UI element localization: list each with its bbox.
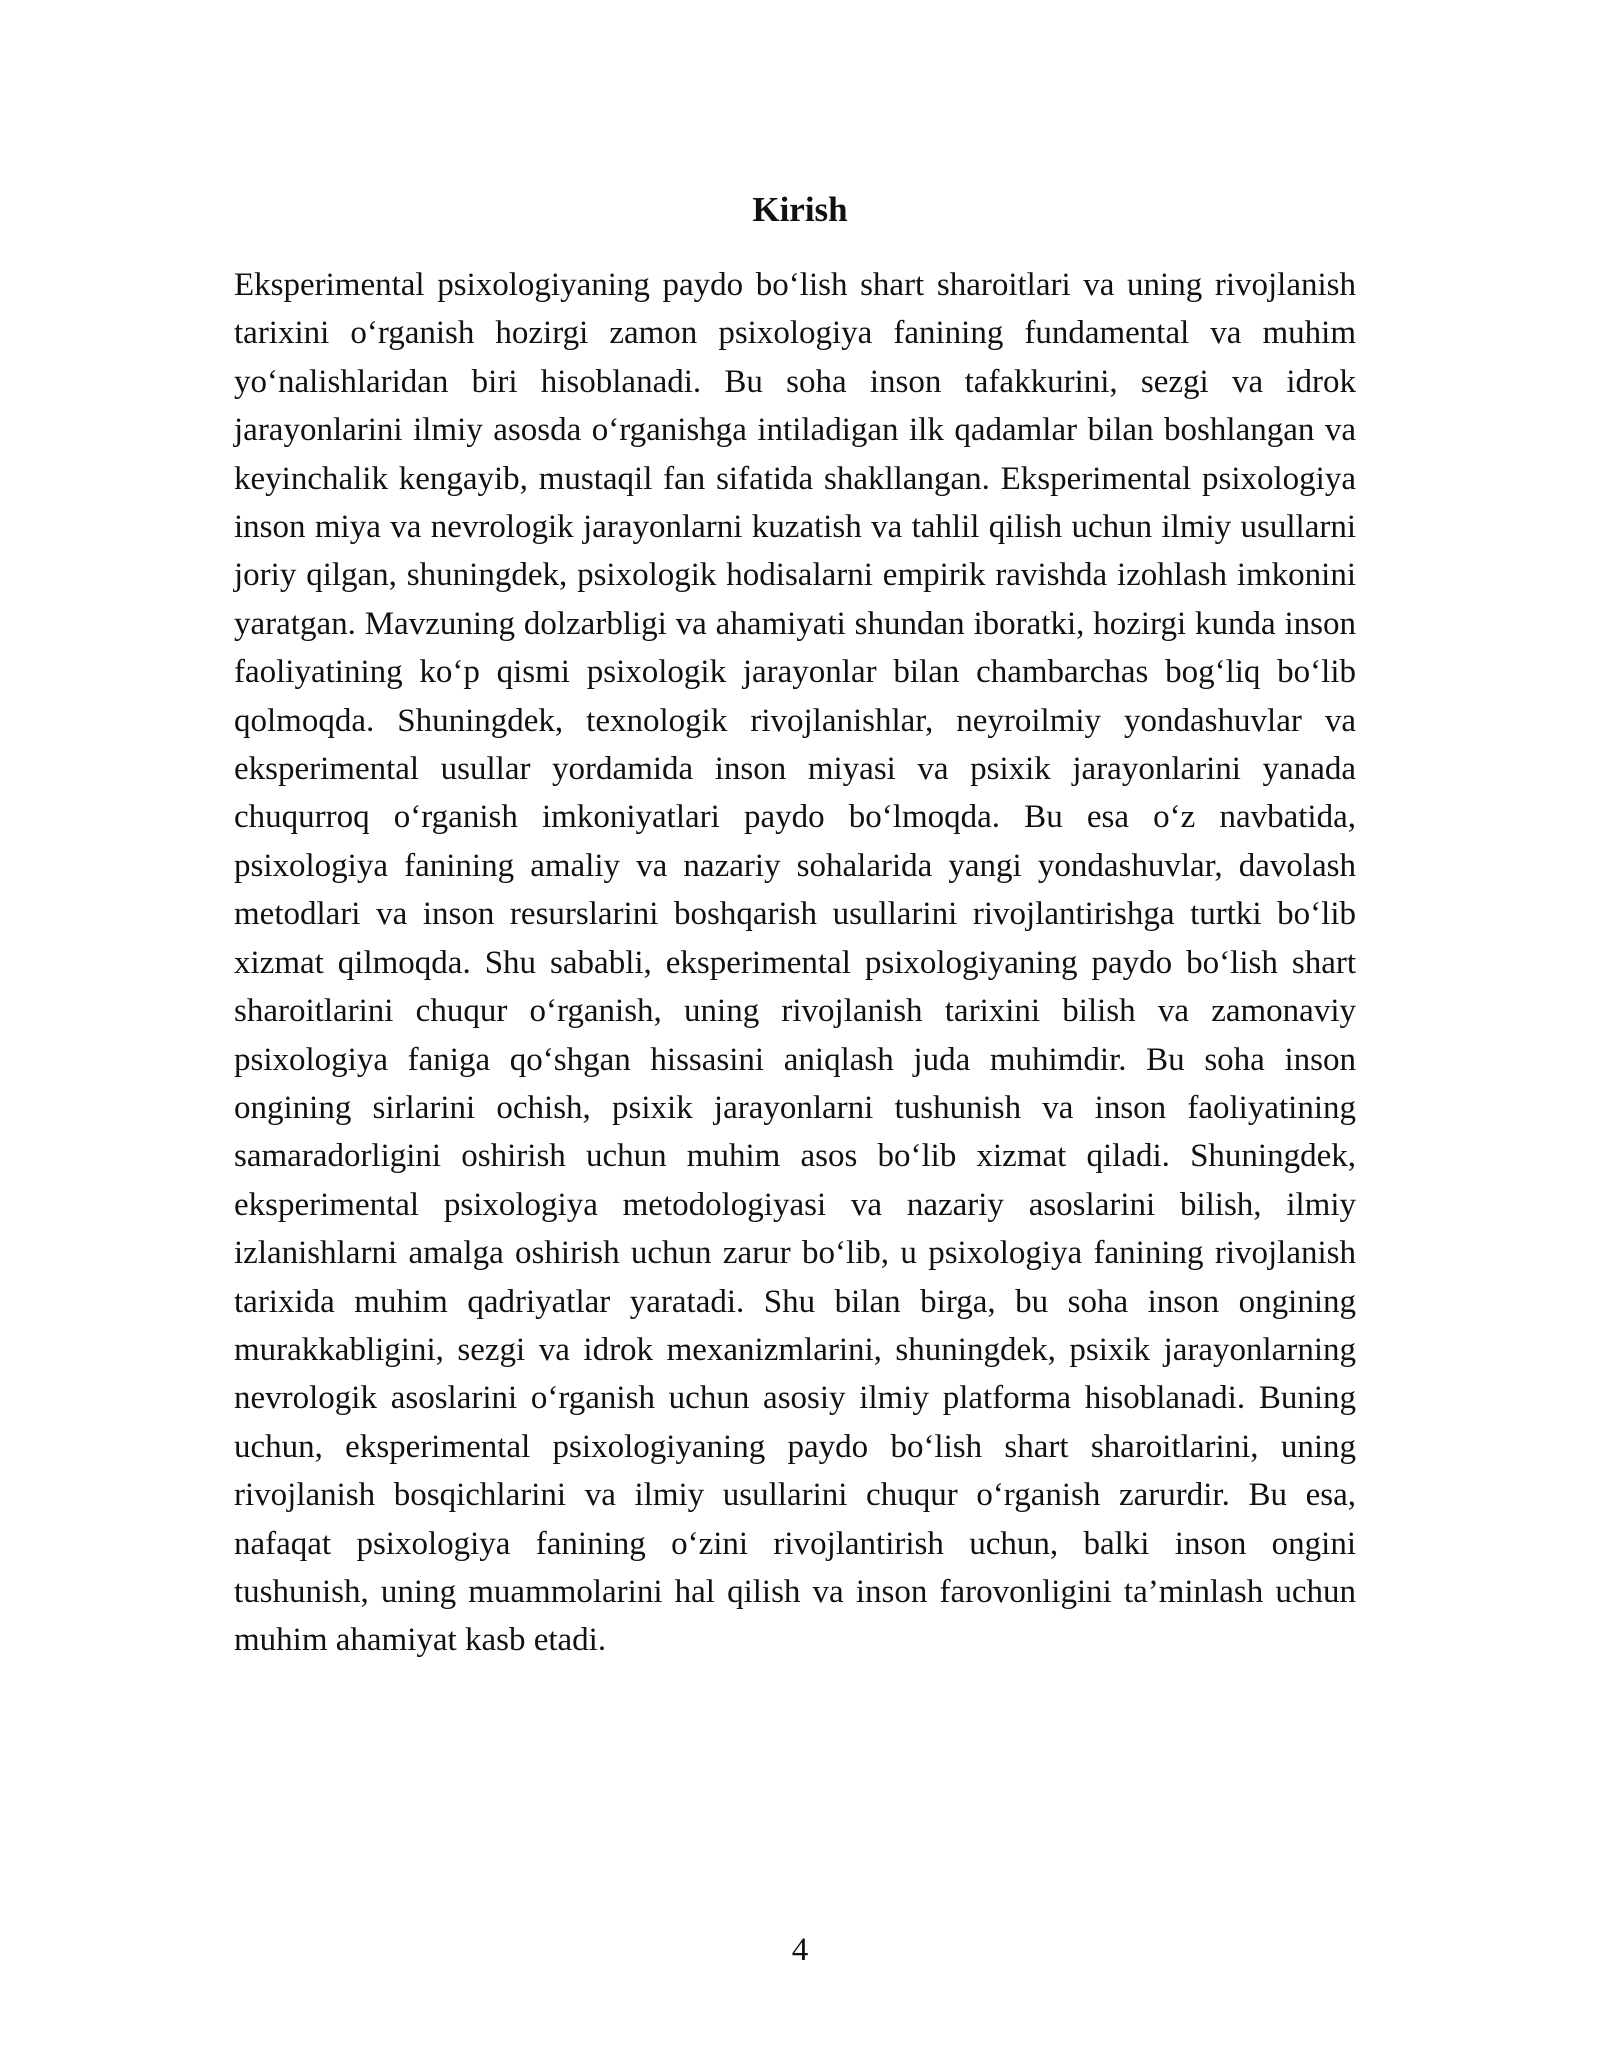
page-number: 4 [791,1932,809,1968]
body-paragraph: Eksperimental psixologiyaning paydo bo‘lish shart sharoitlari va uning rivojlanish tarixini o‘rganish hozirgi zamon psixologiya fanining fundamental va muhim yo‘nalishlaridan biri hisoblanadi. Bu soha inson tafakkurini, sezgi va idrok jarayonlarini ilmiy asosda o‘rganishga intiladigan ilk qadamlar bilan boshlangan va keyinchalik kengayib, mustaqil fan sifatida shakllangan. Eksperimental psixologiya inson miya va nevrologik jarayonlarni kuzatish va tahlil qilish uchun ilmiy usullarni joriy qilgan, shuningdek, psixologik hodisalarni empirik ravishda izohlash imkonini yaratgan. Mavzuning dolzarbligi va ahamiyati shundan iboratki, hozirgi kunda inson faoliyatining ko‘p qismi psixologik jarayonlar bilan chambarchas bog‘liq bo‘lib qolmoqda. Shuningdek, texnologik rivojlanishlar, neyroilmiy yondashuvlar va eksperimental usullar yordamida inson miyasi va psixik jarayonlarini yanada chuqurroq o‘rganish imkoniyatlari paydo bo‘lmoqda. Bu esa o‘z navbatida, psixologiya fanining amaliy va nazariy sohalarida yangi yondashuvlar, davolash metodlari va inson resurslarini boshqarish usullarini rivojlantirishga turtki bo‘lib xizmat qilmoqda. Shu sababli, eksperimental psixologiyaning paydo bo‘lish shart sharoitlarini chuqur o‘rganish, uning rivojlanish tarixini bilish va zamonaviy psixologiya faniga qo‘shgan hissasini aniqlash juda muhimdir. Bu soha inson ongining sirlarini ochish, psixik jarayonlarni tushunish va inson faoliyatining samaradorligini oshirish uchun muhim asos bo‘lib xizmat qiladi. Shuningdek, eksperimental psixologiya metodologiyasi va nazariy asoslarini bilish, ilmiy izlanishlarni amalga oshirish uchun zarur bo‘lib, u psixologiya fanining rivojlanish tarixida muhim qadriyatlar yaratadi. Shu bilan birga, bu soha inson ongining murakkabligini, sezgi va idrok mexanizmlarini, shuningdek, psixik jarayonlarning nevrologik asoslarini o‘rganish uchun asosiy ilmiy platforma hisoblanadi. Buning uchun, eksperimental psixologiyaning paydo bo‘lish shart sharoitlarini, uning rivojlanish bosqichlarini va ilmiy usullarini chuqur o‘rganish zarurdir. Bu esa, nafaqat psixologiya fanining o‘zini rivojlantirish uchun, balki inson ongini tushunish, uning muammolarini hal qilish va inson farovonligini ta’minlash uchun muhim ahamiyat kasb etadi. [234,267,1356,1659]
section-title: Kirish [752,190,848,229]
